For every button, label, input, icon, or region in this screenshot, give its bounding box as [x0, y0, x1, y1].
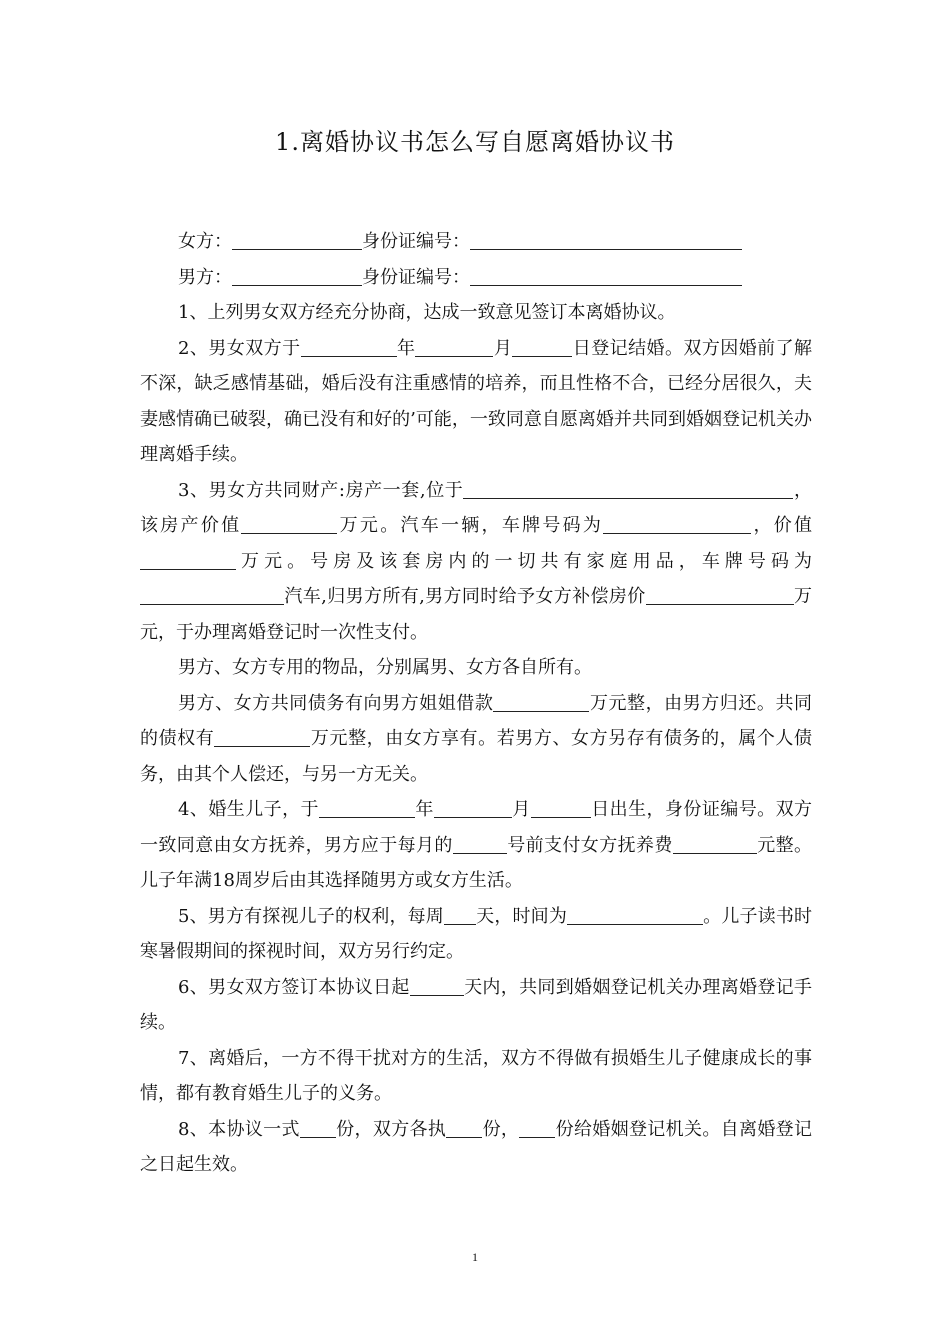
clause-2-year: 年: [396, 337, 416, 359]
registration-days-blank: [410, 975, 464, 996]
clause-3-text-c: 万元。汽车一辆，车牌号码为: [337, 515, 604, 536]
visit-days-blank: [444, 904, 476, 925]
female-party-line: [140, 224, 812, 260]
clause-7: 7、离婚后，一方不得干扰对方的生活，双方不得做有损婚生儿子健康成长的事情，都有教育婚生儿子的义务。: [140, 1047, 812, 1104]
male-id-blank: [470, 265, 742, 286]
support-amount-blank: [673, 833, 757, 854]
debt-text-b: 万元整，由男方归还。共同的债权有: [140, 692, 813, 749]
clause-3-text-g: 万元，于办理离婚登记时一次性支付。: [140, 586, 812, 643]
clause-4-text-b: 日出生，身份证编号。双方一致同意由女方抚养，男方应于每月的: [140, 799, 813, 856]
clause-6-text-b: 天内，共同到婚姻登记机关办理离婚登记手续。: [140, 976, 813, 1033]
clause-2-text-b: 日登记结婚。双方因婚前了解不深，缺乏感情基础，婚后没有注重感情的培养，而且性格不合，已经分居很久，夫妻感情确已破裂，确已没有和好的’可能，一致同意自愿离婚并共同到婚姻登记机关办理离婚手续。: [140, 337, 813, 465]
claim-amount-blank: [214, 726, 310, 747]
visit-time-blank: [567, 904, 703, 925]
clause-5-text-b: 天，时间为: [475, 905, 567, 927]
marriage-day-blank: [512, 336, 572, 357]
car-plate-blank-2: [140, 584, 284, 605]
clause-3-text-a: 3、男女方共同财产:房产一套,位于: [178, 479, 464, 501]
birth-year-blank: [319, 797, 415, 818]
male-party-line: [140, 260, 812, 296]
clause-1: 1、上列男女双方经充分协商，达成一致意见签订本离婚协议。: [178, 302, 676, 323]
house-value-blank: [241, 513, 337, 534]
house-location-blank: [463, 478, 793, 499]
male-id-label: 身份证编号：: [362, 266, 470, 288]
clause-3: [140, 473, 812, 651]
clause-6: [140, 970, 812, 1041]
clause-5: [140, 899, 812, 970]
clause-3-text-d: ，价值: [751, 515, 813, 536]
copies-registry-blank: [519, 1117, 555, 1138]
female-id-label: 身份证编号：: [362, 231, 470, 252]
clause-8-text-c: 份，: [482, 1118, 520, 1140]
clause-2: [140, 331, 812, 473]
document-body: [140, 224, 812, 1183]
clause-3-text-f: 汽车,归男方所有,男方同时给予女方补偿房价: [284, 586, 646, 607]
marriage-month-blank: [415, 336, 493, 357]
female-label: 女方：: [178, 231, 232, 252]
marriage-year-blank: [301, 336, 397, 357]
debt-text-c: 万元整，由女方享有。若男方、女方另存有债务的，属个人债务，由其个人偿还，与另一方无关。: [140, 728, 813, 785]
clause-4-month: 月: [511, 799, 531, 820]
loan-amount-blank: [493, 691, 589, 712]
copies-each-blank: [446, 1117, 482, 1138]
clause-5-text-a: 5、男方有探视儿子的权利，每周: [178, 905, 444, 927]
debt-clause: [140, 686, 812, 793]
birth-month-blank: [434, 797, 512, 818]
clause-3-text-e: 万元。号房及该套房内的一切共有家庭用品，车牌号码为: [236, 550, 812, 572]
copies-total-blank: [300, 1117, 336, 1138]
personal-items-clause: 男方、女方专用的物品，分别属男、女方各自所有。: [178, 657, 592, 678]
clause-4-text-a: 4、婚生儿子，于: [178, 799, 319, 820]
female-id-blank: [470, 229, 742, 250]
page-number: 1: [472, 1250, 478, 1264]
clause-2-text-a: 2、男女双方于: [178, 337, 301, 359]
compensation-blank: [646, 584, 794, 605]
car-value-blank: [140, 549, 236, 570]
car-plate-blank: [603, 513, 751, 534]
male-label: 男方：: [178, 266, 232, 288]
debt-text-a: 男方、女方共同债务有向男方姐姐借款: [178, 692, 494, 714]
payment-day-blank: [453, 833, 507, 854]
birth-day-blank: [531, 797, 591, 818]
clause-8-text-a: 8、本协议一式: [178, 1118, 300, 1140]
clause-4-year: 年: [414, 799, 434, 820]
clause-8-text-d: 份给婚姻登记机关。自离婚登记之日起生效。: [140, 1118, 813, 1175]
female-name-blank: [232, 229, 362, 250]
clause-6-text-a: 6、男女双方签订本协议日起: [178, 976, 410, 998]
clause-3-text-b: ，该房产价值: [140, 479, 812, 536]
clause-4: [140, 792, 812, 899]
clause-8: [140, 1112, 812, 1183]
document-title: 1.离婚协议书怎么写自愿离婚协议书: [275, 128, 675, 156]
clause-4-text-d: 元整。儿子年满18周岁后由其选择随男方或女方生活。: [140, 834, 813, 891]
clause-5-text-c: 。儿子读书时寒暑假期间的探视时间，双方另行约定。: [140, 905, 813, 962]
clause-4-text-c: 号前支付女方抚养费: [506, 834, 673, 856]
male-name-blank: [232, 265, 362, 286]
clause-8-text-b: 份，双方各执: [335, 1118, 447, 1140]
clause-2-month: 月: [493, 337, 513, 359]
